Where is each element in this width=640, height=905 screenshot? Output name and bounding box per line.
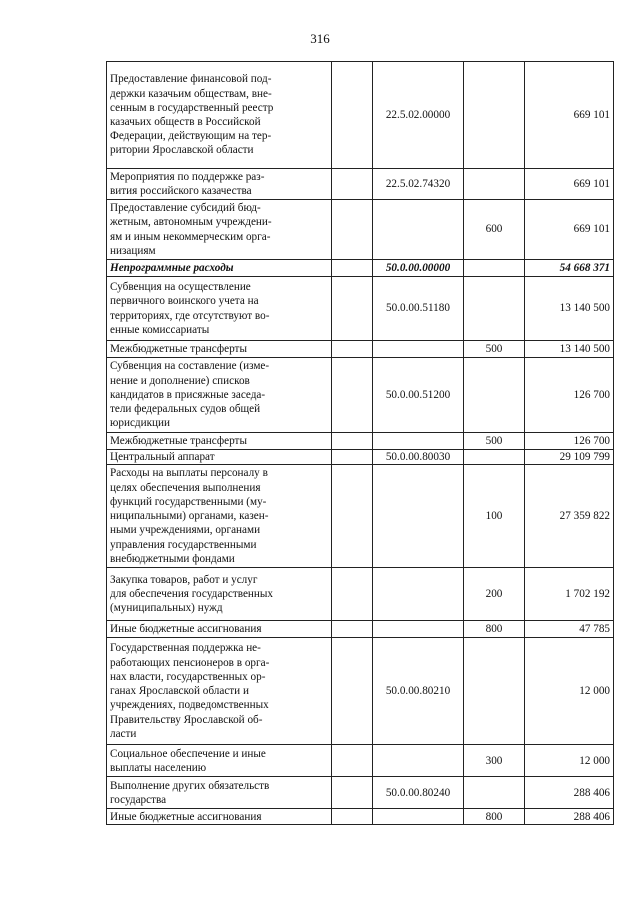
row-expense-type (464, 450, 525, 465)
table-row (107, 433, 614, 450)
program-row (107, 260, 614, 277)
row-amount: 126 700 (525, 358, 614, 433)
row-name: Мероприятия по поддержке раз- вития российского казачества (107, 169, 332, 200)
table-row (107, 465, 614, 568)
row-empty-cell (332, 777, 373, 809)
row-target-code (373, 809, 464, 825)
row-target-code: 50.0.00.00000 (373, 260, 464, 277)
row-name: Предоставление субсидий бюд- жетным, автономным учреждени- ям и иным некоммерческим орга- низациям (107, 200, 332, 260)
row-target-code: 50.0.00.51200 (373, 358, 464, 433)
row-empty-cell (332, 638, 373, 745)
table-row (107, 745, 614, 777)
row-target-code: 50.0.00.80030 (373, 450, 464, 465)
row-expense-type (464, 62, 525, 169)
table-row (107, 169, 614, 200)
budget-table (106, 61, 614, 825)
row-empty-cell (332, 809, 373, 825)
row-expense-type (464, 777, 525, 809)
row-target-code (373, 621, 464, 638)
row-empty-cell (332, 745, 373, 777)
row-empty-cell (332, 260, 373, 277)
row-expense-type: 100 (464, 465, 525, 568)
row-name: Закупка товаров, работ и услуг для обеспечения государственных (муниципальных) нужд (107, 568, 332, 621)
row-name: Непрограммные расходы (107, 260, 332, 277)
row-target-code (373, 465, 464, 568)
row-name: Предоставление финансовой под- держки казачьим обществам, вне- сенным в государственный реестр казачьих обществ в Российской Федерации, действующим на тер- ритории Ярославской области (107, 62, 332, 169)
table-row (107, 277, 614, 341)
row-empty-cell (332, 358, 373, 433)
row-expense-type: 800 (464, 621, 525, 638)
table-row (107, 638, 614, 745)
row-expense-type (464, 169, 525, 200)
row-name: Субвенция на составление (изме- нение и дополнение) списков кандидатов в присяжные заседа- тели федеральных судов общей юрисдикции (107, 358, 332, 433)
row-target-code (373, 341, 464, 358)
row-expense-type: 500 (464, 341, 525, 358)
page-number: 316 (310, 31, 330, 46)
row-empty-cell (332, 277, 373, 341)
row-amount: 669 101 (525, 200, 614, 260)
row-expense-type (464, 260, 525, 277)
row-target-code: 50.0.00.51180 (373, 277, 464, 341)
row-expense-type (464, 358, 525, 433)
row-empty-cell (332, 341, 373, 358)
row-name: Иные бюджетные ассигнования (107, 809, 332, 825)
row-target-code: 50.0.00.80240 (373, 777, 464, 809)
row-expense-type: 300 (464, 745, 525, 777)
table-row (107, 358, 614, 433)
row-empty-cell (332, 450, 373, 465)
row-target-code: 50.0.00.80210 (373, 638, 464, 745)
table-row (107, 341, 614, 358)
row-name: Межбюджетные трансферты (107, 341, 332, 358)
row-target-code: 22.5.02.74320 (373, 169, 464, 200)
row-name: Социальное обеспечение и иные выплаты населению (107, 745, 332, 777)
row-target-code (373, 745, 464, 777)
row-name: Расходы на выплаты персоналу в целях обеспечения выполнения функций государственными (му- ниципальными) органами, казен- ными учреждениями, органами управления государственными внебюджетными фондами (107, 465, 332, 568)
row-empty-cell (332, 465, 373, 568)
row-name: Государственная поддержка не- работающих пенсионеров в орга- нах власти, государственных ор- ганах Ярославской области и учреждениях, подведомственных Правительству Ярославской об- ласти (107, 638, 332, 745)
table-row (107, 777, 614, 809)
row-amount: 1 702 192 (525, 568, 614, 621)
row-amount: 27 359 822 (525, 465, 614, 568)
row-name: Иные бюджетные ассигнования (107, 621, 332, 638)
row-target-code (373, 433, 464, 450)
row-amount: 13 140 500 (525, 341, 614, 358)
row-name: Субвенция на осуществление первичного воинского учета на территориях, где отсутствуют во- енные комиссариаты (107, 277, 332, 341)
row-empty-cell (332, 62, 373, 169)
row-amount: 47 785 (525, 621, 614, 638)
row-amount: 12 000 (525, 638, 614, 745)
row-expense-type (464, 638, 525, 745)
row-amount: 669 101 (525, 169, 614, 200)
row-amount: 669 101 (525, 62, 614, 169)
row-amount: 288 406 (525, 777, 614, 809)
table-row (107, 62, 614, 169)
row-name: Выполнение других обязательств государства (107, 777, 332, 809)
row-expense-type: 200 (464, 568, 525, 621)
table-row (107, 621, 614, 638)
row-expense-type (464, 277, 525, 341)
row-empty-cell (332, 200, 373, 260)
row-expense-type: 600 (464, 200, 525, 260)
row-empty-cell (332, 568, 373, 621)
row-target-code (373, 568, 464, 621)
row-target-code (373, 200, 464, 260)
table-row (107, 568, 614, 621)
row-amount: 12 000 (525, 745, 614, 777)
row-amount: 29 109 799 (525, 450, 614, 465)
table-row (107, 200, 614, 260)
row-amount: 13 140 500 (525, 277, 614, 341)
row-expense-type: 500 (464, 433, 525, 450)
row-expense-type: 800 (464, 809, 525, 825)
row-empty-cell (332, 621, 373, 638)
row-name: Межбюджетные трансферты (107, 433, 332, 450)
row-empty-cell (332, 433, 373, 450)
table-row (107, 450, 614, 465)
row-empty-cell (332, 169, 373, 200)
row-amount: 126 700 (525, 433, 614, 450)
row-amount: 288 406 (525, 809, 614, 825)
row-target-code: 22.5.02.00000 (373, 62, 464, 169)
table-row (107, 809, 614, 825)
row-amount: 54 668 371 (525, 260, 614, 277)
row-name: Центральный аппарат (107, 450, 332, 465)
